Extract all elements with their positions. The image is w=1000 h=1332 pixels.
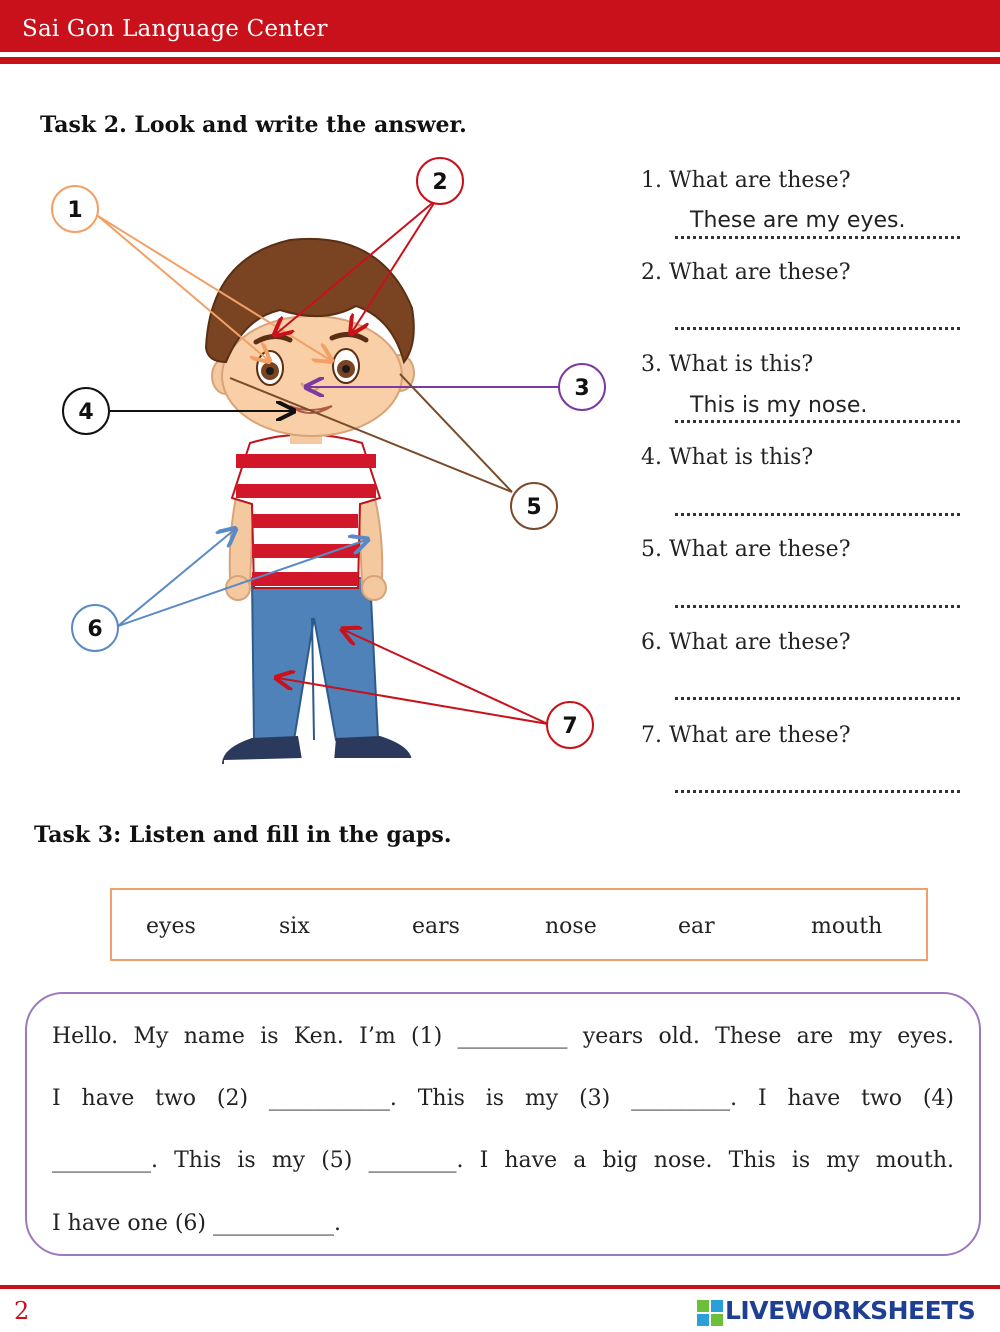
task2-heading: Task 2. Look and write the answer. (40, 112, 467, 138)
jeans (252, 578, 378, 740)
word-bank-item: mouth (811, 914, 883, 939)
arrow-5b (400, 374, 512, 492)
label-2: 2 (432, 170, 448, 195)
footer-divider (0, 1285, 1000, 1289)
answer-line-5[interactable] (675, 582, 960, 608)
label-circle-2 (417, 158, 463, 204)
label-circle-3 (559, 364, 605, 410)
passage-line-2[interactable]: I have two (2) ___________. This is my (3) _________. I have two (4) (52, 1086, 954, 1111)
header-title: Sai Gon Language Center (22, 16, 328, 42)
answer-3[interactable]: This is my nose. (690, 393, 868, 418)
label-5: 5 (526, 495, 542, 520)
passage-line-1[interactable]: Hello. My name is Ken. I’m (1) __________ years old. These are my eyes. (52, 1024, 954, 1049)
task3-heading: Task 3: Listen and fill in the gaps. (34, 822, 452, 848)
question-7: 7. What are these? (641, 723, 851, 748)
label-4: 4 (78, 400, 94, 425)
answer-line-6[interactable] (675, 674, 960, 700)
boy-illustration (40, 148, 640, 788)
label-circle-6 (72, 605, 118, 651)
word-bank (110, 888, 928, 961)
arrow-6a (118, 530, 234, 626)
label-circle-7 (547, 702, 593, 748)
question-2: 2. What are these? (641, 260, 851, 285)
liveworksheets-logo[interactable] (697, 1296, 995, 1328)
header-divider (0, 57, 1000, 64)
label-circle-4 (63, 388, 109, 434)
answer-line-2[interactable] (675, 304, 960, 330)
logo-squares-icon (697, 1300, 723, 1326)
label-7: 7 (562, 714, 578, 739)
question-1: 1. What are these? (641, 168, 851, 193)
question-3: 3. What is this? (641, 352, 814, 377)
word-bank-item: ear (678, 914, 715, 939)
question-6: 6. What are these? (641, 630, 851, 655)
arrow-7a (278, 678, 548, 724)
passage-line-3[interactable]: _________. This is my (5) ________. I have a big nose. This is my mouth. (52, 1148, 954, 1173)
word-bank-item: six (279, 914, 310, 939)
label-circle-1 (52, 186, 98, 232)
label-1: 1 (67, 198, 83, 223)
word-bank-item: nose (545, 914, 597, 939)
logo-text: LIVEWORKSHEETS (725, 1296, 976, 1325)
word-bank-item: eyes (146, 914, 196, 939)
label-circle-5 (511, 483, 557, 529)
label-3: 3 (574, 376, 590, 401)
label-6: 6 (87, 617, 103, 642)
passage-line-4[interactable]: I have one (6) ___________. (52, 1211, 341, 1236)
answer-line-4[interactable] (675, 490, 960, 516)
answer-1[interactable]: These are my eyes. (690, 208, 906, 233)
word-bank-item: ears (412, 914, 460, 939)
face (222, 316, 402, 436)
page-number: 2 (14, 1297, 30, 1325)
question-5: 5. What are these? (641, 537, 851, 562)
question-4: 4. What is this? (641, 445, 814, 470)
answer-line-7[interactable] (675, 767, 960, 793)
